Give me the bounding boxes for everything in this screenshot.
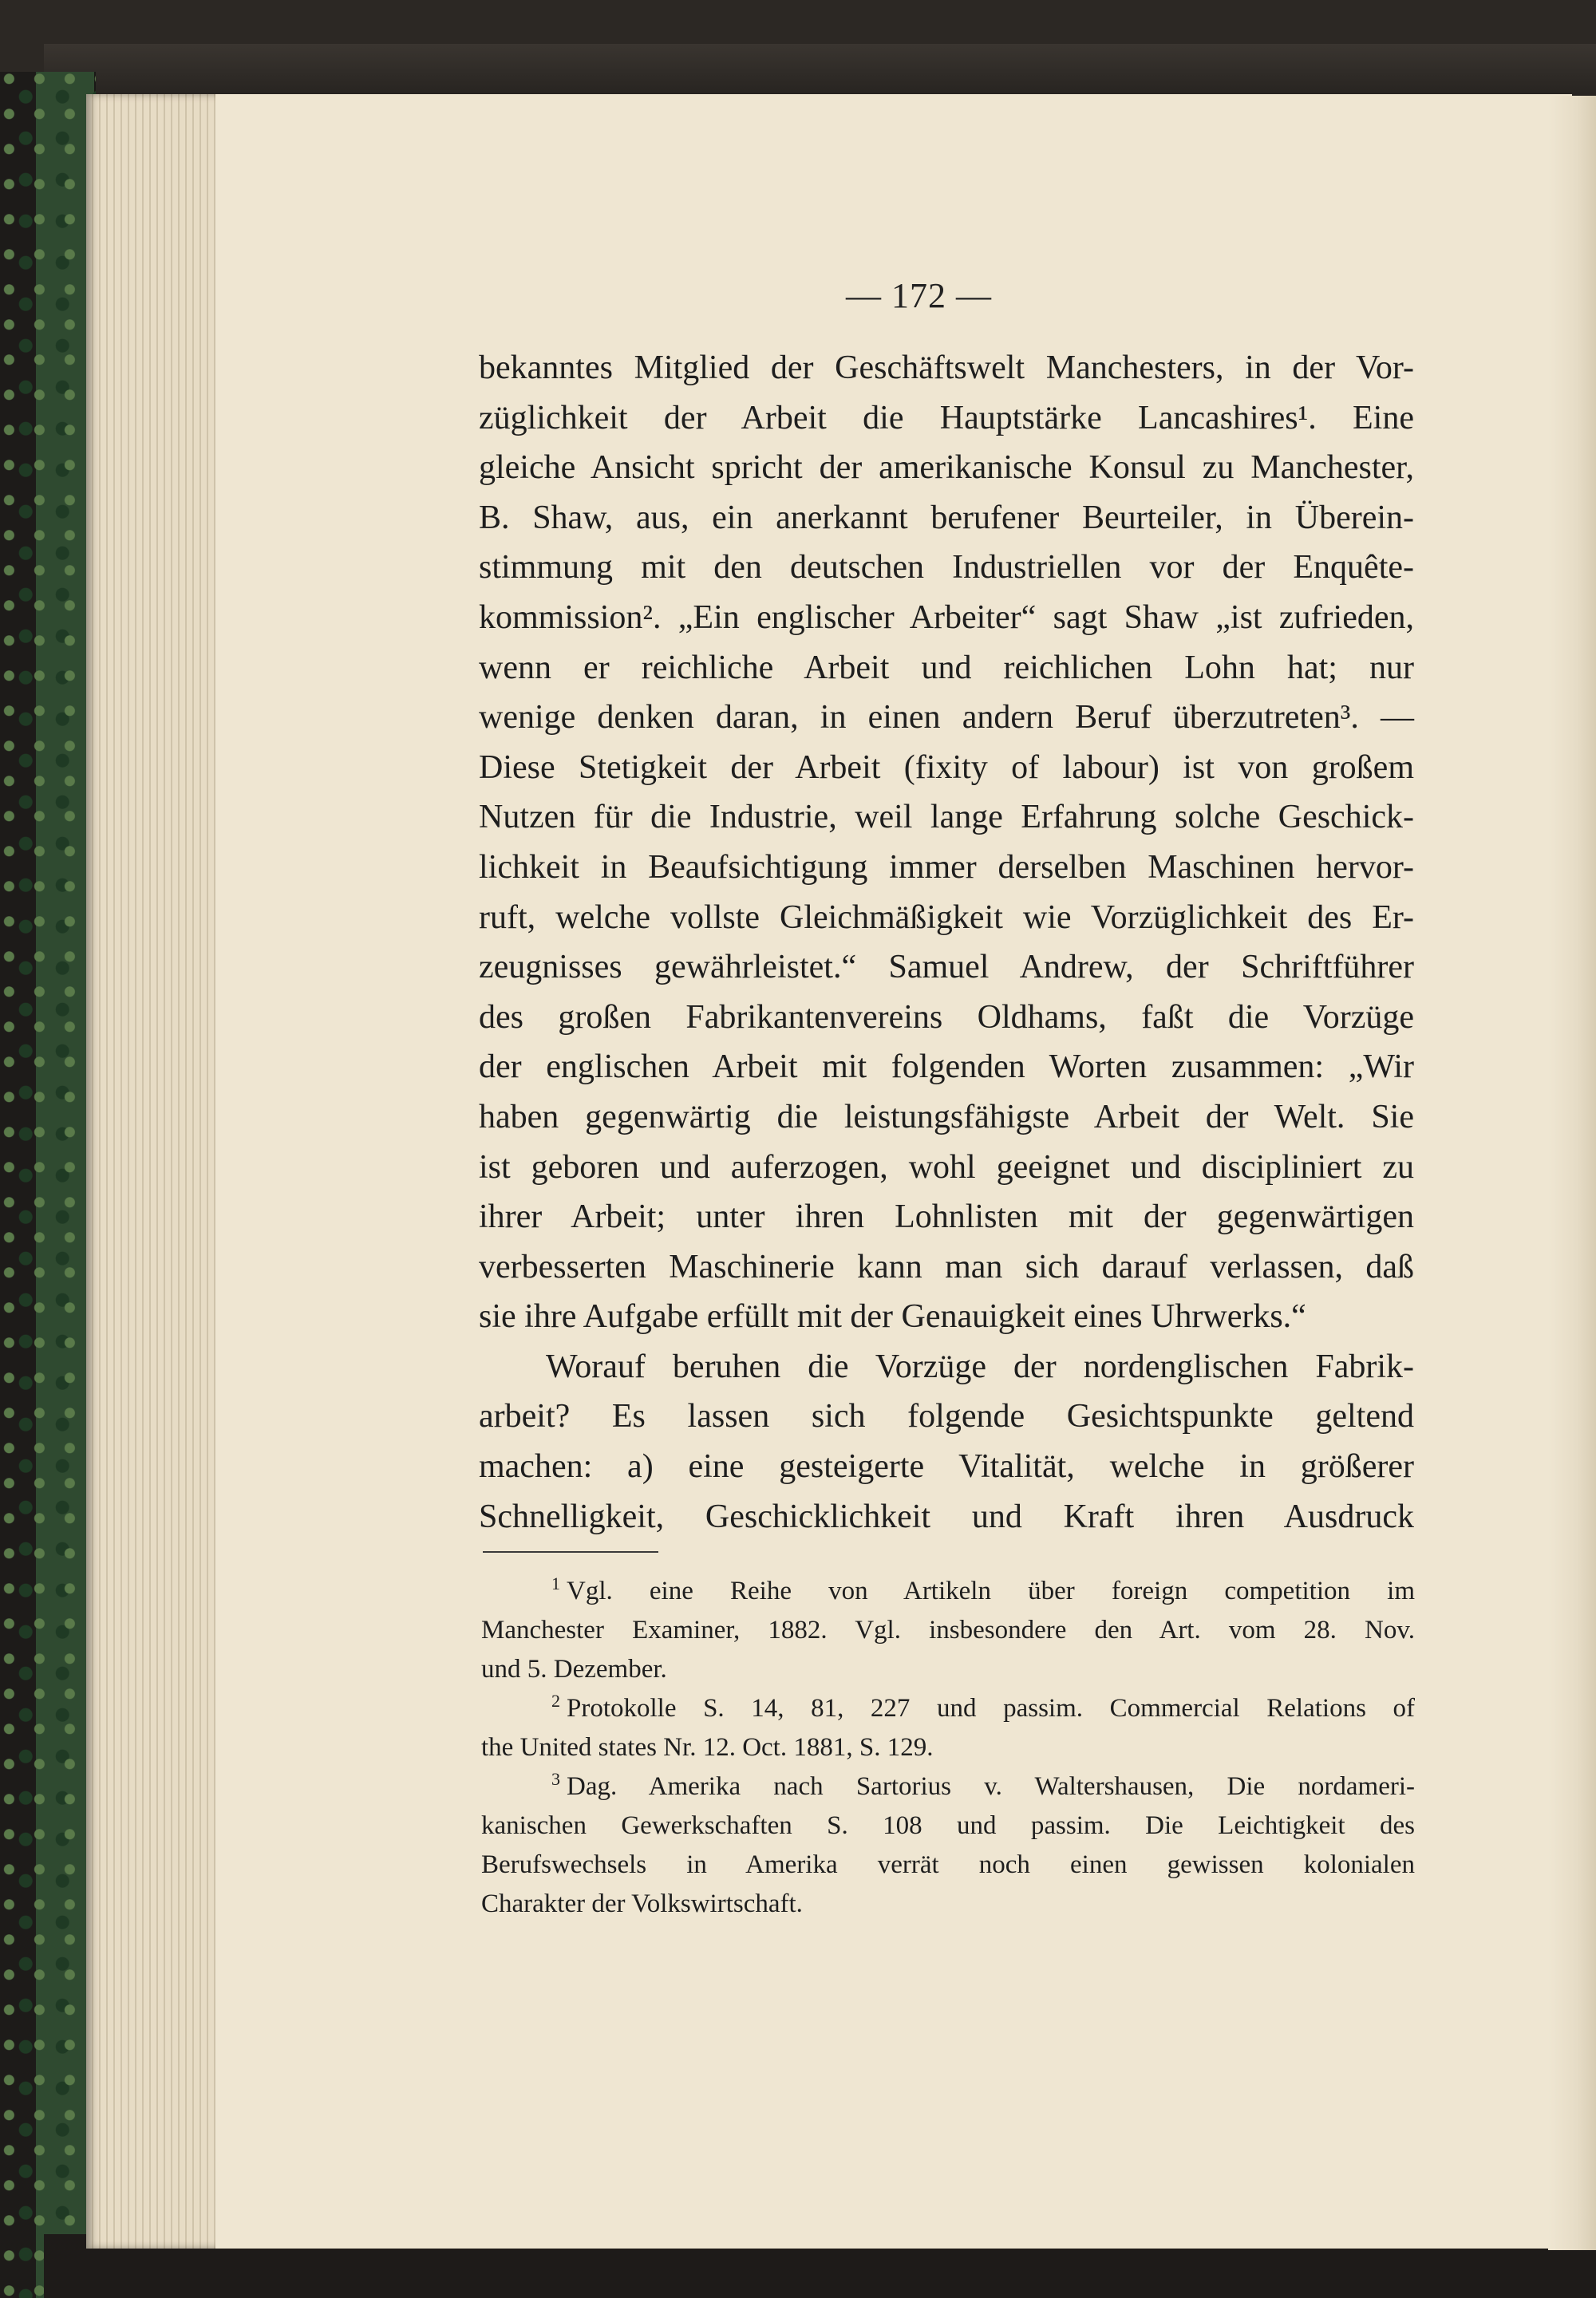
text-line: machen: a) eine gesteigerte Vitalität, welche in größerer	[479, 1448, 1414, 1486]
text-line: bekanntes Mitglied der Geschäftswelt Manchesters, in der Vor-	[479, 349, 1414, 386]
text-line: Nutzen für die Industrie, weil lange Erfahrung solche Geschick-	[479, 799, 1414, 836]
text-line: Worauf beruhen die Vorzüge der nordenglischen Fabrik-	[546, 1348, 1414, 1385]
text-line: ihrer Arbeit; unter ihren Lohnlisten mit der gegenwärtigen	[479, 1198, 1414, 1236]
footnote-rule	[483, 1551, 658, 1553]
footnote-line: und 5. Dezember.	[481, 1655, 667, 1684]
text-line: arbeit? Es lassen sich folgende Gesichtspunkte geltend	[479, 1398, 1414, 1435]
text-line: ruft, welche vollste Gleichmäßigkeit wie Vorzüglichkeit des Er-	[479, 898, 1414, 936]
footnote-line: Berufswechsels in Amerika verrät noch einen gewissen kolonialen	[481, 1850, 1415, 1879]
footnote-mark: 3	[551, 1769, 560, 1789]
page-number: — 172 —	[846, 276, 992, 315]
text-line: zeugnisses gewährleistet.“ Samuel Andrew, der Schriftführer	[479, 949, 1414, 986]
footnote-2	[481, 1689, 1415, 1767]
footnote-line	[481, 1572, 1415, 1611]
text-line: B. Shaw, aus, ein anerkannt berufener Beurteiler, in Überein-	[479, 499, 1414, 536]
text-line: wenn er reichliche Arbeit und reichlichen Lohn hat; nur	[479, 649, 1414, 686]
footnote-text: Vgl. eine Reihe von Artikeln über foreign competition im	[567, 1577, 1415, 1605]
text-line: züglichkeit der Arbeit die Hauptstärke Lancashires¹. Eine	[479, 399, 1414, 436]
footnote-line: Charakter der Volkswirtschaft.	[481, 1889, 803, 1918]
page-gutter	[1548, 96, 1596, 2250]
text-line: gleiche Ansicht spricht der amerikanische Konsul zu Manchester,	[479, 449, 1414, 487]
text-line: ist geboren und auferzogen, wohl geeignet und discipliniert zu	[479, 1148, 1414, 1186]
footnote-line: the United states Nr. 12. Oct. 1881, S. 129.	[481, 1733, 934, 1762]
text-line: Schnelligkeit, Geschicklichkeit und Kraft ihren Ausdruck	[479, 1498, 1414, 1535]
text-line: Diese Stetigkeit der Arbeit (fixity of labour) ist von großem	[479, 748, 1414, 786]
footnote-1	[481, 1572, 1415, 1689]
footnote-line: Manchester Examiner, 1882. Vgl. insbesondere den Art. vom 28. Nov.	[481, 1616, 1415, 1645]
footnote-line: kanischen Gewerkschaften S. 108 und passim. Die Leichtigkeit des	[481, 1811, 1415, 1840]
text-line: sie ihre Aufgabe erfüllt mit der Genauigkeit eines Uhrwerks.“	[479, 1298, 1306, 1336]
text-line: verbesserten Maschinerie kann man sich darauf verlassen, daß	[479, 1248, 1414, 1285]
body-text	[479, 343, 1414, 1542]
text-line: stimmung mit den deutschen Industriellen vor der Enquête-	[479, 549, 1414, 586]
footnote-line	[481, 1767, 1415, 1806]
footnote-3	[481, 1767, 1415, 1924]
footnotes	[481, 1572, 1415, 1924]
text-line: haben gegenwärtig die leistungsfähigste Arbeit der Welt. Sie	[479, 1098, 1414, 1135]
text-line: wenige denken daran, in einen andern Beruf überzutreten³. —	[479, 699, 1414, 736]
footnote-mark: 2	[551, 1691, 560, 1711]
footnote-text: Protokolle S. 14, 81, 227 und passim. Commercial Relations of	[567, 1694, 1415, 1723]
text-line: kommission². „Ein englischer Arbeiter“ sagt Shaw „ist zufrieden,	[479, 598, 1414, 636]
footnote-mark: 1	[551, 1573, 560, 1593]
text-line: der englischen Arbeit mit folgenden Worten zusammen: „Wir	[479, 1048, 1414, 1086]
text-line: lichkeit in Beaufsichtigung immer derselben Maschinen hervor-	[479, 848, 1414, 886]
text-line: des großen Fabrikantenvereins Oldhams, faßt die Vorzüge	[479, 998, 1414, 1036]
footnote-text: Dag. Amerika nach Sartorius v. Waltershausen, Die nordameri-	[567, 1772, 1415, 1801]
footnote-line	[481, 1689, 1415, 1728]
page-edges	[86, 94, 222, 2249]
marbled-cover	[0, 72, 96, 2298]
